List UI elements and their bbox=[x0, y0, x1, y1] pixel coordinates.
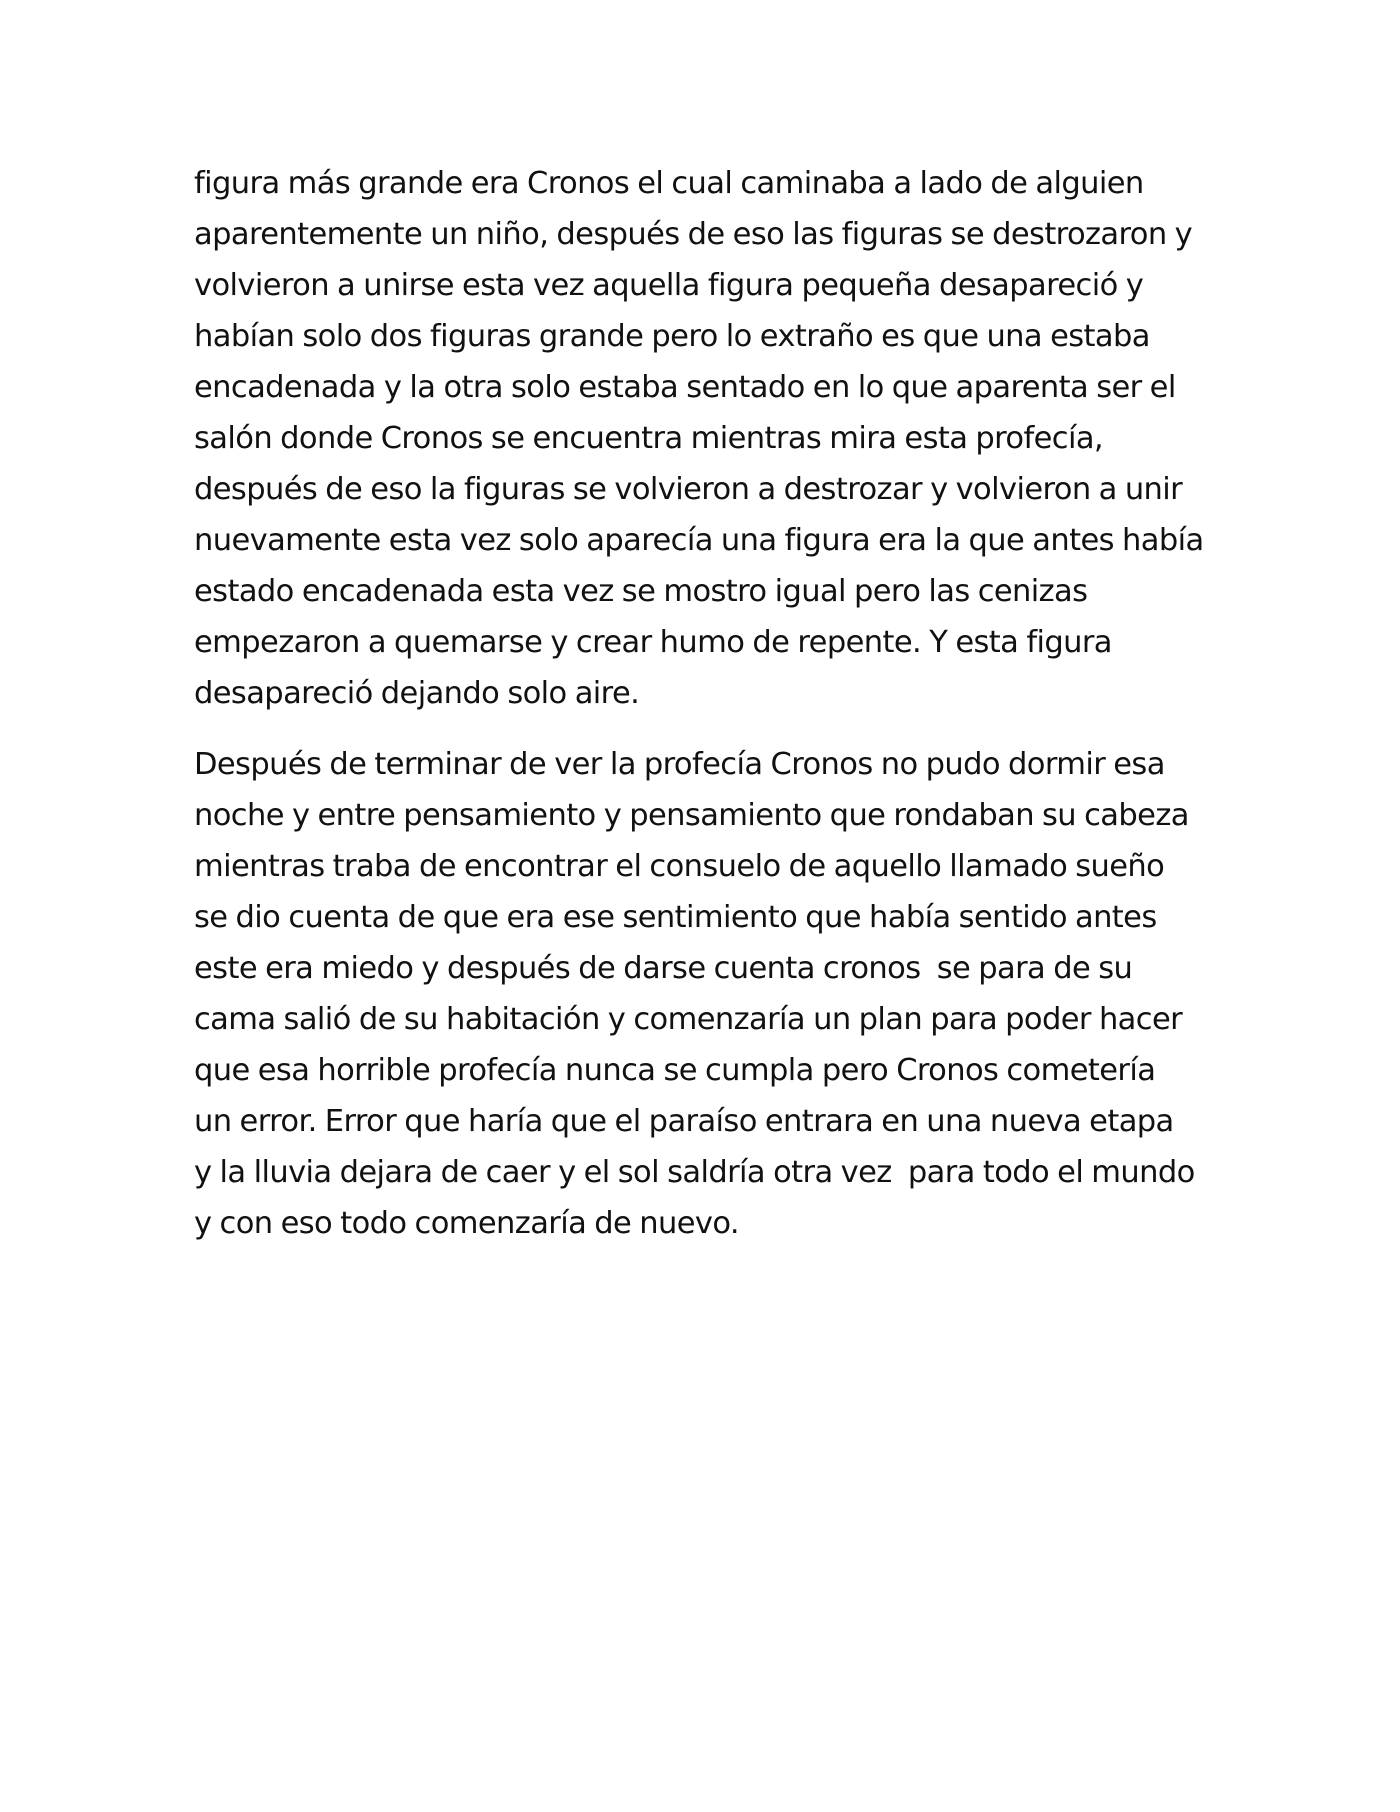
text-line: mientras traba de encontrar el consuelo de aquello llamado sueño bbox=[194, 849, 1165, 884]
paragraph-2 bbox=[194, 739, 1234, 1249]
text-line: noche y entre pensamiento y pensamiento que rondaban su cabeza bbox=[194, 798, 1189, 833]
text-line: Después de terminar de ver la profecía Cronos no pudo dormir esa bbox=[194, 747, 1165, 782]
text-line: habían solo dos figuras grande pero lo extraño es que una estaba bbox=[194, 319, 1150, 354]
text-line: estado encadenada esta vez se mostro igual pero las cenizas bbox=[194, 574, 1088, 609]
text-line: y la lluvia dejara de caer y el sol saldría otra vez para todo el mundo bbox=[194, 1155, 1195, 1190]
text-line: que esa horrible profecía nunca se cumpla pero Cronos cometería bbox=[194, 1053, 1156, 1088]
text-line: volvieron a unirse esta vez aquella figura pequeña desapareció y bbox=[194, 268, 1144, 303]
text-line: desapareció dejando solo aire. bbox=[194, 676, 640, 711]
text-line: cama salió de su habitación y comenzaría un plan para poder hacer bbox=[194, 1002, 1183, 1037]
text-line: empezaron a quemarse y crear humo de repente. Y esta figura bbox=[194, 625, 1112, 660]
text-line: encadenada y la otra solo estaba sentado en lo que aparenta ser el bbox=[194, 370, 1176, 405]
text-line: salón donde Cronos se encuentra mientras mira esta profecía, bbox=[194, 421, 1104, 456]
text-line: se dio cuenta de que era ese sentimiento que había sentido antes bbox=[194, 900, 1157, 935]
paragraph-1 bbox=[194, 158, 1234, 719]
text-line: este era miedo y después de darse cuenta cronos se para de su bbox=[194, 951, 1133, 986]
text-line: un error. Error que haría que el paraíso entrara en una nueva etapa bbox=[194, 1104, 1174, 1139]
text-line: figura más grande era Cronos el cual caminaba a lado de alguien bbox=[194, 166, 1144, 201]
text-line: nuevamente esta vez solo aparecía una figura era la que antes había bbox=[194, 523, 1204, 558]
document-body bbox=[194, 158, 1234, 1249]
text-line: aparentemente un niño, después de eso las figuras se destrozaron y bbox=[194, 217, 1193, 252]
text-line: y con eso todo comenzaría de nuevo. bbox=[194, 1206, 739, 1241]
text-line: después de eso la figuras se volvieron a destrozar y volvieron a unir bbox=[194, 472, 1183, 507]
